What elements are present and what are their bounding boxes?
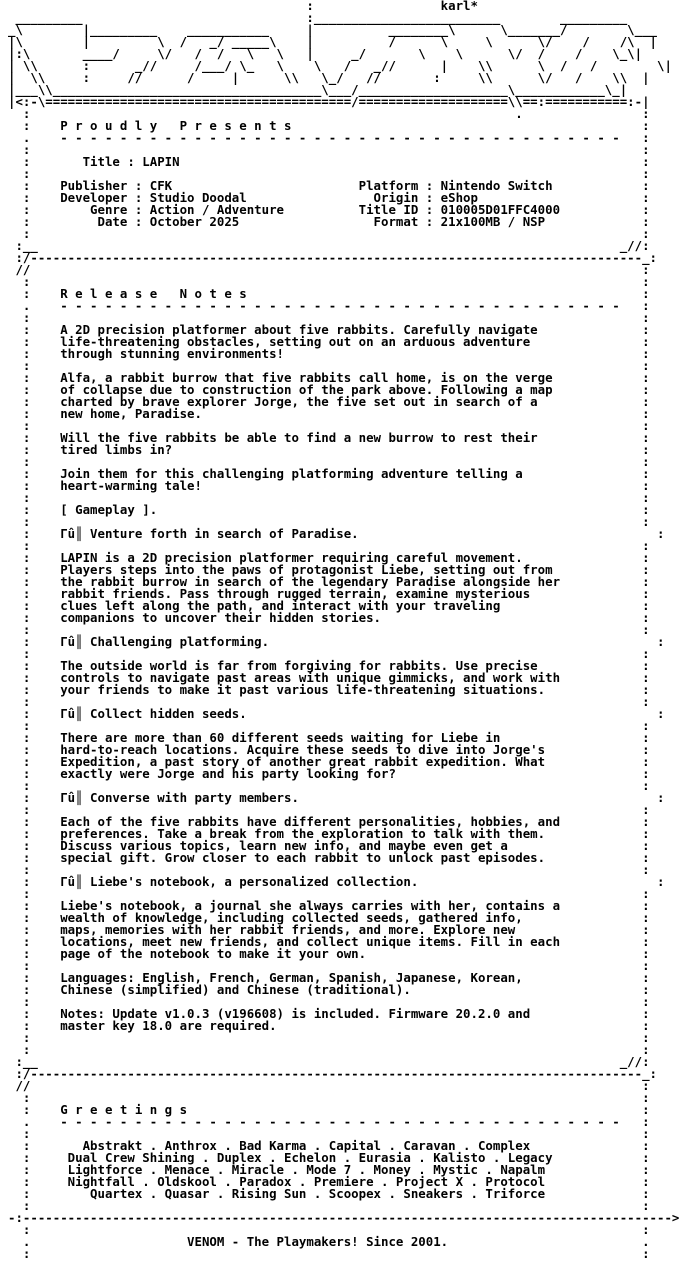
nfo-line: : : <box>8 490 650 505</box>
nfo-line: : Γû║ Collect hidden seeds. : <box>8 706 665 721</box>
nfo-line: : R e l e a s e N o t e s : <box>8 286 650 301</box>
nfo-line: : Publisher : CFK Platform : Nintendo Switch : <box>8 178 650 193</box>
nfo-line: : your friends to make it past various life-threatening situations. : <box>8 682 650 697</box>
nfo-line: : Languages: English, French, German, Spanish, Japanese, Korean, : <box>8 970 650 985</box>
nfo-line: : : <box>8 1090 650 1105</box>
nfo-line: : . : <box>8 106 650 121</box>
nfo-line: : : <box>8 1198 650 1213</box>
nfo-line: :__ _//: <box>8 238 650 253</box>
nfo-line: : : <box>8 226 650 241</box>
nfo-line: . VENOM - The Playmakers! Since 2001. . <box>8 1234 650 1249</box>
nfo-line: : : <box>8 418 650 433</box>
nfo-line: : Γû║ Liebe's notebook, a personalized collection. : <box>8 874 665 889</box>
nfo-line: : Dual Crew Shining . Duplex . Echelon . Eurasia . Kalisto . Legacy : <box>8 1150 650 1165</box>
nfo-line: : karl* <box>8 0 478 13</box>
nfo-line: : : <box>8 1126 650 1141</box>
nfo-line: : locations, meet new friends, and collect unique items. Fill in each : <box>8 934 650 949</box>
nfo-line: :__ _//: <box>8 1054 650 1069</box>
nfo-line: : Nightfall . Oldskool . Paradox . Premiere . Project X . Protocol : <box>8 1174 650 1189</box>
nfo-line: : : <box>8 622 650 637</box>
nfo-line: : : <box>8 454 650 469</box>
nfo-line: : : <box>8 862 650 877</box>
nfo-line: |:\ ____/ \/ / / \ \ | _/ \ \ \/ / / \_\| <box>8 46 643 61</box>
nfo-line: : [ Gameplay ]. : <box>8 502 650 517</box>
nfo-line: _\ |_________ ___________ | ________\ \_______/ \___ <box>8 22 658 37</box>
nfo-line: : life-threatening obstacles, setting out on an arduous adventure : <box>8 334 650 349</box>
nfo-line: : Notes: Update v1.0.3 (v196608) is included. Firmware 20.2.0 and : <box>8 1006 650 1021</box>
nfo-line: | \\ : _// /___/ \_ \ \ / _// | \\ \ / / \| <box>8 58 672 73</box>
nfo-line: : Γû║ Venture forth in search of Paradise. : <box>8 526 665 541</box>
nfo-line: : : <box>8 1030 650 1045</box>
nfo-line: : P r o u d l y P r e s e n t s : <box>8 118 650 133</box>
nfo-line: -:---------------------------------------------------------------------------------------> <box>8 1210 679 1225</box>
nfo-line: _________ :_________________________ _________ <box>8 10 628 25</box>
nfo-line: : : <box>8 958 650 973</box>
nfo-line: : Γû║ Challenging platforming. : <box>8 634 665 649</box>
nfo-line: : through stunning environments! : <box>8 346 650 361</box>
nfo-line: : G r e e t i n g s : <box>8 1102 650 1117</box>
nfo-line: | \\ : // / | \\ \_/ // : \\ \/ / \\ | <box>8 70 650 85</box>
nfo-line: : special gift. Grow closer to each rabbit to unlock past episodes. : <box>8 850 650 865</box>
nfo-line: : : <box>8 358 650 373</box>
nfo-line: : controls to navigate past areas with unique gimmicks, and work with : <box>8 670 650 685</box>
nfo-line: |\ | \ / _/ _____\ | / \ \ \/ / /\ | <box>8 34 658 49</box>
nfo-line: : Lightforce . Menace . Miracle . Mode 7 . Money . Mystic . Napalm : <box>8 1162 650 1177</box>
nfo-line: : page of the notebook to make it your own. : <box>8 946 650 961</box>
nfo-line: : Quartex . Quasar . Rising Sun . Scoopex . Sneakers . Triforce : <box>8 1186 650 1201</box>
nfo-line: : : <box>8 166 650 181</box>
nfo-line: : : <box>8 694 650 709</box>
nfo-line: : Liebe's notebook, a journal she always carries with her, contains a : <box>8 898 650 913</box>
nfo-line: // : <box>8 262 650 277</box>
nfo-line: // : <box>8 1078 650 1093</box>
nfo-line: : The outside world is far from forgiving for rabbits. Use precise : <box>8 658 650 673</box>
nfo-line: : new home, Paradise. : <box>8 406 650 421</box>
nfo-line: . - - - - - - - - - - - - - - - - - - - - - - - - - - - - - - - - - - - - - - : <box>8 1114 650 1129</box>
nfo-line: : There are more than 60 different seeds waiting for Liebe in : <box>8 730 650 745</box>
nfo-line: : : <box>8 310 650 325</box>
nfo-line: : Genre : Action / Adventure Title ID : 010005D01FFC4000 : <box>8 202 650 217</box>
nfo-line: : companions to uncover their hidden stories. : <box>8 610 650 625</box>
nfo-line: : : <box>8 718 650 733</box>
nfo-line: : : <box>8 538 650 553</box>
nfo-line: : Each of the five rabbits have different personalities, hobbies, and : <box>8 814 650 829</box>
nfo-line: : : <box>8 1042 650 1057</box>
nfo-line: : : <box>8 886 650 901</box>
nfo-line: : master key 18.0 are required. : <box>8 1018 650 1033</box>
nfo-line: : wealth of knowledge, including collected seeds, gathered info, : <box>8 910 650 925</box>
nfo-line: : exactly were Jorge and his party looking for? : <box>8 766 650 781</box>
nfo-line: : clues left along the path, and interact with your traveling : <box>8 598 650 613</box>
nfo-line: : Developer : Studio Doodal Origin : eShop : <box>8 190 650 205</box>
nfo-line: |___\\____________________________________\___/____________________\____________\_| <box>8 82 628 97</box>
nfo-line: : Date : October 2025 Format : 21x100MB / NSP : <box>8 214 650 229</box>
nfo-line: : Players steps into the paws of protagonist Liebe, setting out from : <box>8 562 650 577</box>
nfo-line: : : <box>8 1222 650 1237</box>
nfo-line: : : <box>8 646 650 661</box>
nfo-line: : : <box>8 778 650 793</box>
nfo-line: : : <box>8 142 650 157</box>
nfo-line: : heart-warming tale! : <box>8 478 650 493</box>
nfo-line: : rabbit friends. Pass through rugged terrain, examine mysterious : <box>8 586 650 601</box>
nfo-line: : Title : LAPIN : <box>8 154 650 169</box>
nfo-line: :/----------------------------------------------------------------------------------_: <box>8 1066 658 1081</box>
nfo-line: . - - - - - - - - - - - - - - - - - - - - - - - - - - - - - - - - - - - - - - : <box>8 298 650 313</box>
nfo-line: : Join them for this challenging platforming adventure telling a : <box>8 466 650 481</box>
nfo-line: : Abstrakt . Anthrox . Bad Karma . Capital . Caravan . Complex : <box>8 1138 650 1153</box>
nfo-line: : Discuss various topics, learn new info, and maybe even get a : <box>8 838 650 853</box>
nfo-line: : tired limbs in? : <box>8 442 650 457</box>
nfo-line: : : <box>8 994 650 1009</box>
nfo-line: : Γû║ Converse with party members. : <box>8 790 665 805</box>
nfo-line: : : <box>8 514 650 529</box>
nfo-line: : : <box>8 1246 650 1261</box>
nfo-line: : Will the five rabbits be able to find a new burrow to rest their : <box>8 430 650 445</box>
nfo-line: : hard-to-reach locations. Acquire these seeds to dive into Jorge's : <box>8 742 650 757</box>
nfo-line: : Expedition, a past story of another great rabbit expedition. What : <box>8 754 650 769</box>
nfo-line: : of collapse due to construction of the park above. Following a map : <box>8 382 650 397</box>
nfo-line: : charted by brave explorer Jorge, the five set out in search of a : <box>8 394 650 409</box>
nfo-line: : maps, memories with her rabbit friends, and more. Explore new : <box>8 922 650 937</box>
nfo-line: : LAPIN is a 2D precision platformer requiring careful movement. : <box>8 550 650 565</box>
nfo-line: : : <box>8 274 650 289</box>
nfo-line: : Alfa, a rabbit burrow that five rabbits call home, is on the verge : <box>8 370 650 385</box>
nfo-line: :/----------------------------------------------------------------------------------_: <box>8 250 658 265</box>
nfo-line: : : <box>8 802 650 817</box>
nfo-line: : Chinese (simplified) and Chinese (traditional). : <box>8 982 650 997</box>
nfo-line: : A 2D precision platformer about five rabbits. Carefully navigate : <box>8 322 650 337</box>
nfo-line: : preferences. Take a break from the exploration to talk with them. : <box>8 826 650 841</box>
nfo-line: : the rabbit burrow in search of the legendary Paradise alongside her : <box>8 574 650 589</box>
nfo-line: . - - - - - - - - - - - - - - - - - - - - - - - - - - - - - - - - - - - - - - : <box>8 130 650 145</box>
nfo-line: |<:-\=========================================/====================\\==:===========:-| <box>8 94 650 109</box>
